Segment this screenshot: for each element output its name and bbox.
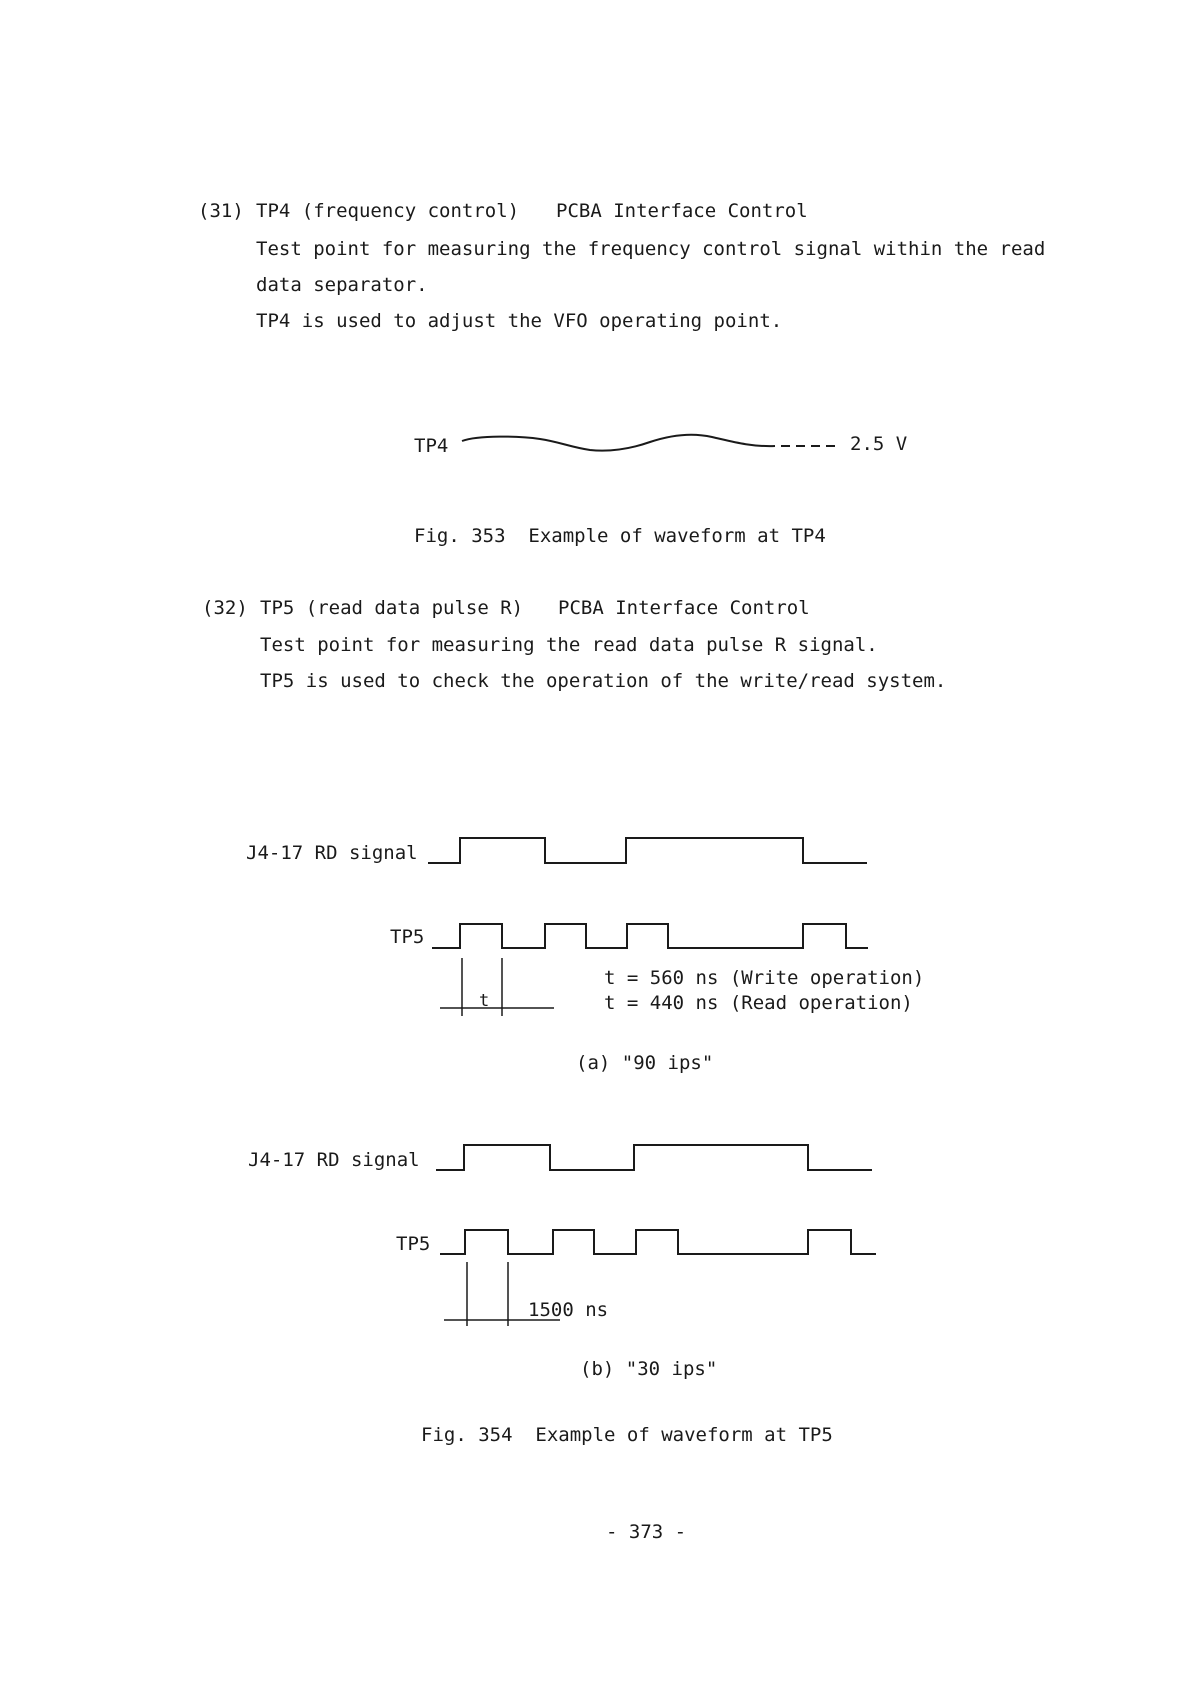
panel-a-note-read: t = 440 ns (Read operation) [604,992,913,1014]
section-32-heading: TP5 (read data pulse R) [260,597,524,619]
section-31-heading: TP4 (frequency control) [256,200,520,222]
page-number: - 373 - [606,1521,687,1543]
section-31-line-3: TP4 is used to adjust the VFO operating point. [256,310,783,332]
panel-a-t-marker: t [479,991,490,1011]
section-32-number: (32) [202,597,248,619]
panel-a-caption: (a) "90 ips" [576,1052,714,1074]
fig353-level-label: 2.5 V [850,433,908,455]
panel-a-note-write: t = 560 ns (Write operation) [604,967,925,989]
panel-a-rd-label: J4-17 RD signal [246,842,418,864]
fig354-caption: Fig. 354 Example of waveform at TP5 [421,1424,833,1446]
section-31-number: (31) [198,200,244,222]
panel-a-tp5-label: TP5 [390,926,425,948]
panel-b-tp5-label: TP5 [396,1233,431,1255]
panel-a-rd-waveform [428,838,867,863]
fig353-caption: Fig. 353 Example of waveform at TP4 [414,525,826,547]
panel-b-tp5-waveform [440,1230,876,1254]
section-32-line-1: Test point for measuring the read data pulse R signal. [260,634,878,656]
section-31-line-1: Test point for measuring the frequency control signal within the read [256,238,1046,260]
tp4-waveform [462,435,775,451]
panel-a-tp5-waveform [432,924,868,948]
section-32-pcba: PCBA Interface Control [558,597,810,619]
section-32-line-2: TP5 is used to check the operation of the write/read system. [260,670,947,692]
panel-b-caption: (b) "30 ips" [580,1358,718,1380]
section-31-pcba: PCBA Interface Control [556,200,808,222]
panel-b-width-label: 1500 ns [528,1299,609,1321]
section-31-line-2: data separator. [256,274,428,296]
fig353-signal-label: TP4 [414,435,449,457]
panel-b-rd-label: J4-17 RD signal [248,1149,420,1171]
panel-b-rd-waveform [436,1145,872,1170]
